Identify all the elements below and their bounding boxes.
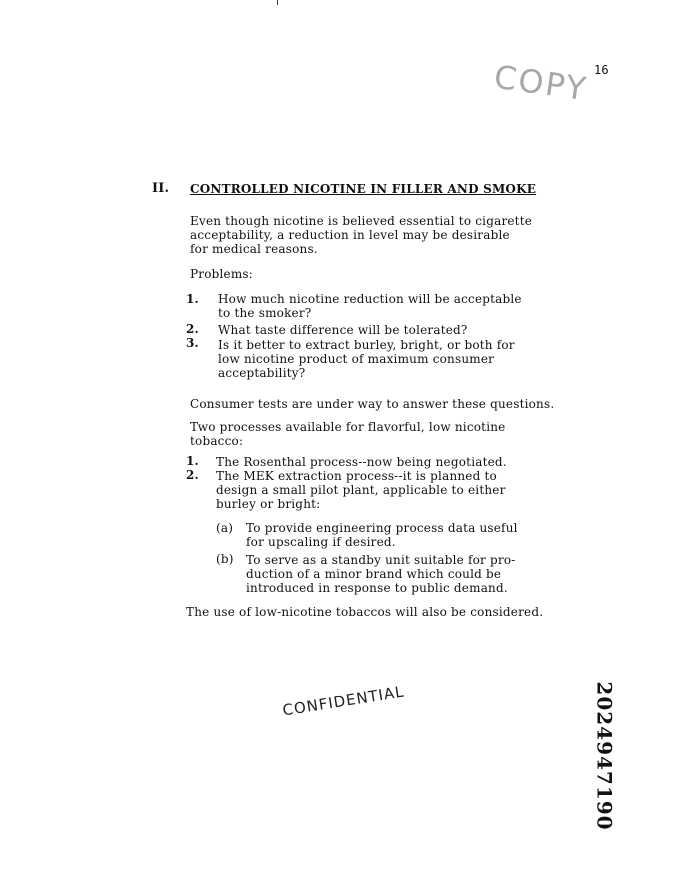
copy-stamp: COPY [491, 57, 590, 109]
list-item-line: What taste difference will be tolerated? [218, 323, 468, 337]
two-processes-paragraph [190, 420, 550, 448]
processes-list [186, 454, 566, 514]
subitem [246, 553, 546, 595]
list-item-line: low nicotine product of maximum consumer [218, 352, 495, 366]
intro-line: for medical reasons. [190, 242, 318, 256]
list-item [218, 338, 558, 380]
intro-line: Even though nicotine is believed essential to cigarette [190, 214, 533, 228]
subitem-line: for upscaling if desired. [246, 535, 396, 549]
section-title: CONTROLLED NICOTINE IN FILLER AND SMOKE [190, 182, 537, 196]
subitem-label: (a) [216, 521, 234, 535]
problems-label: Problems: [190, 267, 254, 281]
list-item-line: acceptability? [218, 366, 306, 380]
list-item [216, 455, 556, 469]
subitem-line: To serve as a standby unit suitable for pro- [246, 553, 516, 567]
list-item-line: Is it better to extract burley, bright, or both for [218, 338, 515, 352]
page-number: 16 [594, 63, 609, 77]
scan-mark [277, 0, 278, 5]
paragraph-line: tobacco: [190, 434, 244, 448]
list-item-line: burley or bright: [216, 497, 321, 511]
subitem-label: (b) [216, 552, 234, 566]
list-item-line: The Rosenthal process--now being negotiated. [216, 455, 507, 469]
list-item [218, 292, 558, 320]
list-item [218, 323, 558, 337]
subitem-line: introduced in response to public demand. [246, 581, 508, 595]
bates-number: 2024947190 [592, 681, 617, 831]
list-number: 1. [186, 454, 199, 468]
intro-line: acceptability, a reduction in level may be desirable [190, 228, 510, 242]
list-number: 2. [186, 322, 199, 336]
confidential-stamp: CONFIDENTIAL [281, 682, 406, 720]
list-item-line: to the smoker? [218, 306, 312, 320]
section-number: II. [152, 181, 170, 196]
subitems-list [216, 521, 556, 601]
paragraph-line: Two processes available for flavorful, low nicotine [190, 420, 506, 434]
problems-list [186, 292, 566, 392]
list-item [216, 469, 556, 511]
list-item-line: The MEK extraction process--it is planned to [216, 469, 497, 483]
subitem-line: To provide engineering process data useful [246, 521, 518, 535]
list-number: 1. [186, 292, 199, 306]
list-number: 3. [186, 336, 199, 350]
consumer-tests-text: Consumer tests are under way to answer these questions. [190, 397, 555, 411]
closing-text: The use of low-nicotine tobaccos will also be considered. [186, 605, 544, 619]
list-item-line: design a small pilot plant, applicable to either [216, 483, 506, 497]
subitem-line: duction of a minor brand which could be [246, 567, 502, 581]
list-item-line: How much nicotine reduction will be acceptable [218, 292, 522, 306]
list-number: 2. [186, 468, 199, 482]
subitem [246, 521, 546, 549]
intro-paragraph [190, 214, 550, 256]
